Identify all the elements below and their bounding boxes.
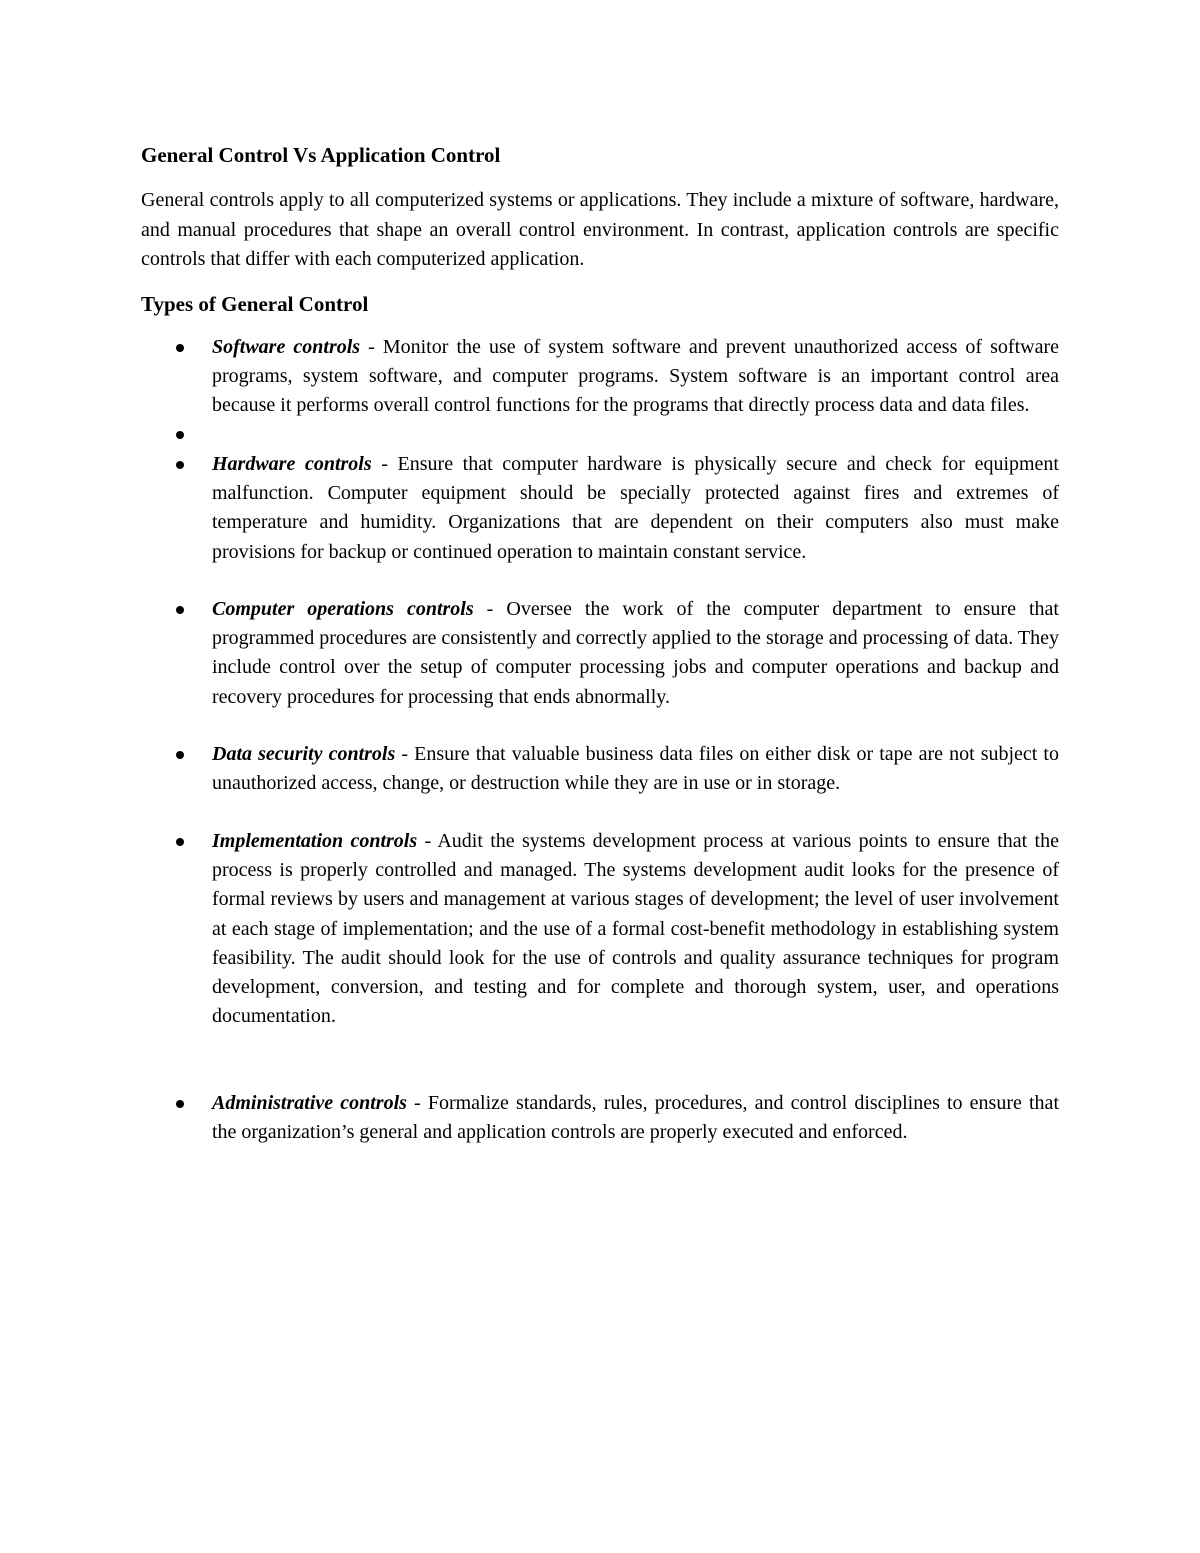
item-description: - Audit the systems development process at various points to ensure that the process is properly controlled and managed. The systems development audit looks for the presence of formal reviews by users and management at various stages of development; the level of user involvement at each stage of implementation; and the use of a formal cost-benefit methodology in establishing system feasibility. The audit should look for the use of controls and quality assurance techniques for program development, conversion, and testing and for complete and thorough system, user, and operations documentation. [212, 829, 1059, 1028]
bullet-icon [176, 431, 184, 439]
general-controls-list [141, 333, 1059, 1148]
section-heading: Types of General Control [141, 291, 369, 316]
bullet-icon [176, 606, 184, 614]
item-term: Computer operations controls [212, 597, 474, 620]
item-term: Data security controls [212, 743, 396, 766]
item-description: - Ensure that computer hardware is physically secure and check for equipment malfunction. Computer equipment should be specially protected against fires and extremes of temperature and humidity. Organizations that are dependent on their computers also must make provisions for backup or continued operation to maintain constant service. [212, 452, 1059, 563]
intro-paragraph: General controls apply to all computerized systems or applications. They include a mixture of software, hardware, and manual procedures that shape an overall control environment. In contrast, application controls are specific controls that differ with each computerized application. [141, 189, 1059, 270]
list-item-software-controls [141, 333, 1059, 421]
document-title: General Control Vs Application Control [141, 143, 501, 167]
bullet-icon [176, 344, 184, 352]
item-term: Administrative controls [212, 1091, 407, 1114]
item-description: - Ensure that valuable business data files on either disk or tape are not subject to unauthorized access, change, or destruction while they are in use or in storage. [212, 743, 1059, 795]
item-description: - Monitor the use of system software and prevent unauthorized access of software programs, system software, and computer programs. System software is an important control area because it performs overall control functions for the programs that directly process data and data files. [212, 335, 1059, 417]
list-item-implementation-controls [141, 827, 1059, 1032]
item-term: Hardware controls [212, 452, 372, 475]
list-item-hardware-controls [141, 450, 1059, 567]
bullet-icon [176, 461, 184, 469]
item-term: Implementation controls [212, 829, 418, 852]
item-term: Software controls [212, 335, 361, 358]
bullet-icon [176, 751, 184, 759]
document-page [141, 140, 1059, 1147]
item-description: - Formalize standards, rules, procedures, and control disciplines to ensure that the organization’s general and application controls are properly executed and enforced. [212, 1091, 1059, 1144]
list-item-administrative-controls [141, 1089, 1059, 1148]
bullet-icon [176, 1100, 184, 1108]
bullet-icon [176, 838, 184, 846]
item-description: - Oversee the work of the computer department to ensure that programmed procedures are consistently and correctly applied to the storage and processing of data. They include control over the setup of computer processing jobs and computer operations and backup and recovery procedures for processing that ends abnormally. [212, 597, 1059, 708]
list-item-empty [141, 420, 1059, 449]
list-item-computer-operations-controls [141, 595, 1059, 712]
list-item-data-security-controls [141, 740, 1059, 799]
